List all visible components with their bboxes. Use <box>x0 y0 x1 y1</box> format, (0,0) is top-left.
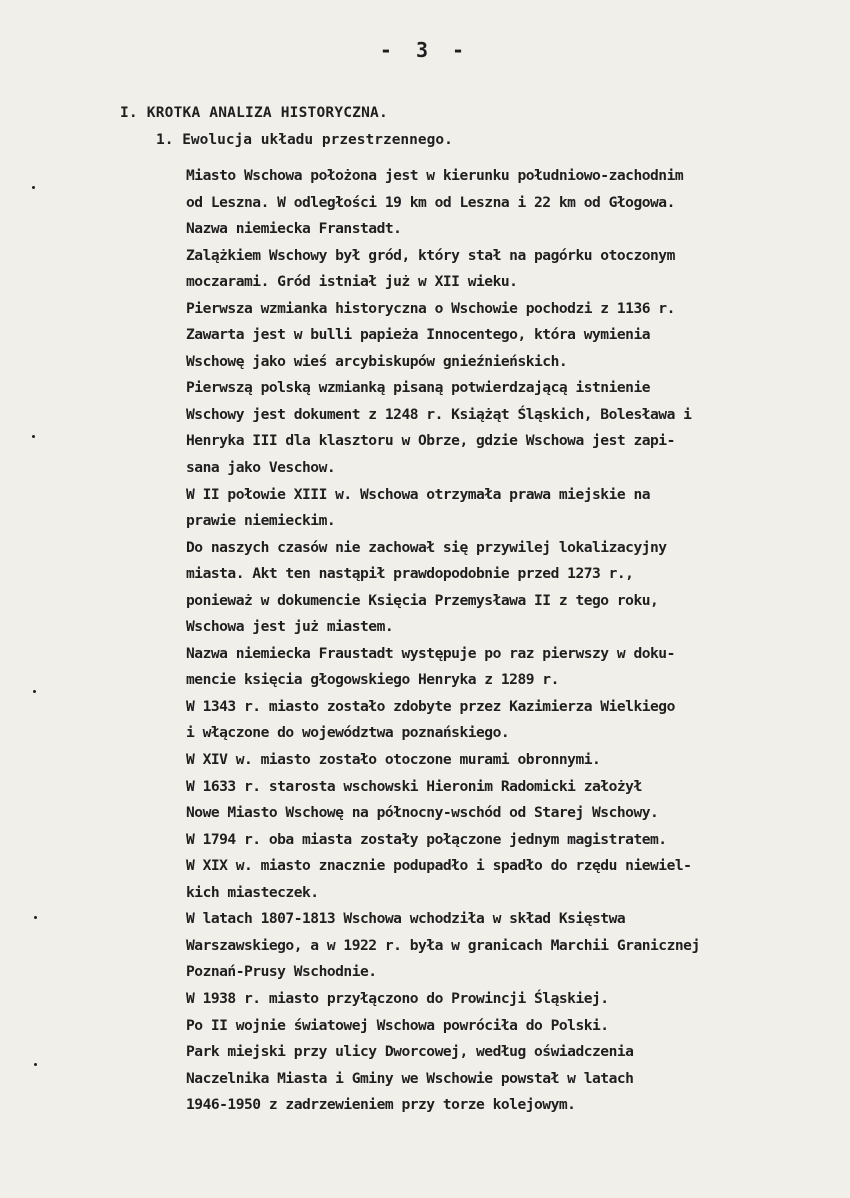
text-line: Wschowa jest już miastem. <box>186 618 394 636</box>
text-line: Poznań-Prusy Wschodnie. <box>186 963 377 981</box>
text-line: W XIX w. miasto znacznie podupadło i spadło do rzędu niewiel- <box>186 857 692 875</box>
text-line: Nazwa niemiecka Fraustadt występuje po raz pierwszy w doku- <box>186 644 675 662</box>
text-line: Naczelnika Miasta i Gminy we Wschowie powstał w latach <box>186 1069 634 1087</box>
text-line: ponieważ w dokumencie Księcia Przemysława II z tego roku, <box>186 591 659 609</box>
text-line: Do naszych czasów nie zachował się przywilej lokalizacyjny <box>186 538 667 556</box>
text-line: Zawarta jest w bulli papieża Innocentego, która wymienia <box>186 326 651 344</box>
text-line: W 1794 r. oba miasta zostały połączone jednym magistratem. <box>186 830 667 848</box>
margin-dot <box>34 1063 37 1066</box>
text-line: kich miasteczek. <box>186 883 319 901</box>
text-line: sana jako Veschow. <box>186 459 336 477</box>
margin-dot <box>34 916 37 919</box>
text-line: moczarami. Gród istniał już w XII wieku. <box>186 273 518 291</box>
text-line: Pierwszą polską wzmianką pisaną potwierdzającą istnienie <box>186 379 651 397</box>
text-line: Wschowy jest dokument z 1248 r. Książąt Śląskich, Bolesława i <box>186 405 692 423</box>
text-line: W 1343 r. miasto zostało zdobyte przez Kazimierza Wielkiego <box>186 697 675 715</box>
text-line: Park miejski przy ulicy Dworcowej, według oświadczenia <box>186 1043 634 1061</box>
text-line: Nazwa niemiecka Franstadt. <box>186 220 402 238</box>
text-line: Miasto Wschowa położona jest w kierunku południowo-zachodnim <box>186 167 684 184</box>
text-line: od Leszna. W odległości 19 km od Leszna i 22 km od Głogowa. <box>186 193 675 211</box>
subsection-title: 1. Ewolucja układu przestrzennego. <box>156 132 453 148</box>
text-line: Henryka III dla klasztoru w Obrze, gdzie Wschowa jest zapi- <box>186 432 675 450</box>
text-line: Warszawskiego, a w 1922 r. była w granicach Marchii Granicznej <box>186 936 700 954</box>
text-line: mencie księcia głogowskiego Henryka z 1289 r. <box>186 671 559 689</box>
margin-dot <box>33 690 36 693</box>
text-line: 1946-1950 z zadrzewieniem przy torze kolejowym. <box>186 1096 576 1114</box>
text-line: miasta. Akt ten nastąpił prawdopodobnie przed 1273 r., <box>186 565 634 583</box>
text-line: Wschowę jako wieś arcybiskupów gnieźnieńskich. <box>186 352 568 370</box>
margin-dot <box>32 186 35 189</box>
text-line: Pierwsza wzmianka historyczna o Wschowie pochodzi z 1136 r. <box>186 299 675 317</box>
text-line: Po II wojnie światowej Wschowa powróciła do Polski. <box>186 1016 609 1034</box>
text-line: W 1633 r. starosta wschowski Hieronim Radomicki założył <box>186 777 642 795</box>
body-text <box>186 163 846 1119</box>
section-title: I. KROTKA ANALIZA HISTORYCZNA. <box>120 105 388 121</box>
page-number: - 3 - <box>379 38 471 62</box>
text-line: W II połowie XIII w. Wschowa otrzymała prawa miejskie na <box>186 485 651 503</box>
text-line: prawie niemieckim. <box>186 512 336 530</box>
text-line: i włączone do województwa poznańskiego. <box>186 724 510 742</box>
text-line: W 1938 r. miasto przyłączono do Prowincji Śląskiej. <box>186 989 609 1007</box>
text-line: Nowe Miasto Wschowę na północny-wschód od Starej Wschowy. <box>186 804 659 822</box>
text-line: W latach 1807-1813 Wschowa wchodziła w skład Księstwa <box>186 910 626 928</box>
text-line: Zalążkiem Wschowy był gród, który stał na pagórku otoczonym <box>186 246 675 264</box>
text-line: W XIV w. miasto zostało otoczone murami obronnymi. <box>186 751 601 769</box>
margin-dot <box>32 435 35 438</box>
